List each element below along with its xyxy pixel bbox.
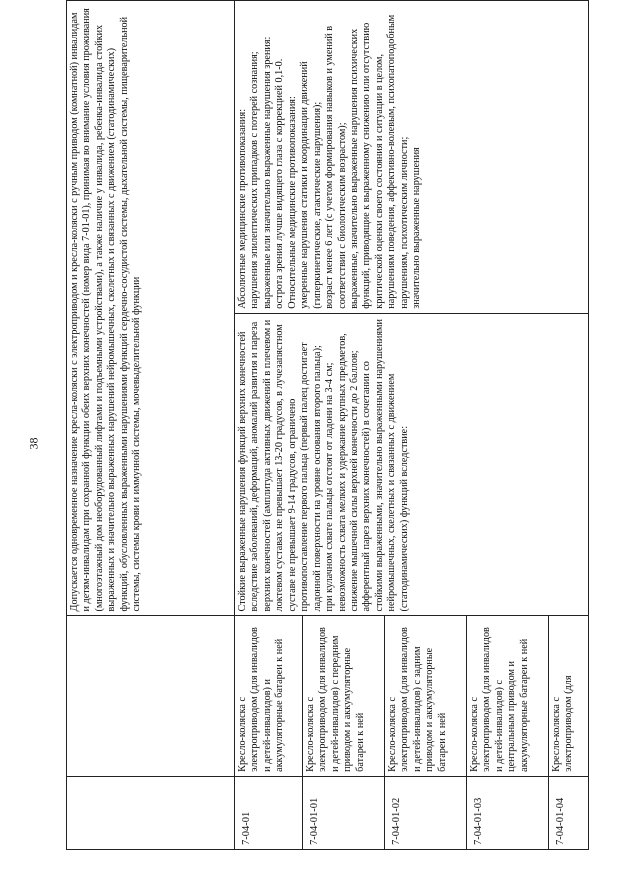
indications-cell [235, 313, 589, 616]
empty-cell [67, 776, 235, 849]
indication-text: при кулачном схвате пальцы отстоят от ладони на 3-4 см; [324, 362, 336, 612]
contraindication-text: выраженные или значительно выраженные нарушения зрения: [261, 36, 273, 309]
item-code: 7-04-01-03 [467, 776, 549, 849]
regulation-table [66, 0, 589, 850]
item-name: Кресло-коляска с электроприводом (для инвалидов и детей-инвалидов) и аккумуляторные батареи к ней [235, 616, 303, 776]
item-code: 7-04-01-04 [549, 776, 589, 849]
item-name: Кресло-коляска с электроприводом (для инвалидов и детей-инвалидов) с задним приводом и аккумуляторные батареи к ней [385, 616, 467, 776]
contraindications-cell [235, 1, 589, 314]
document-page [66, 0, 640, 893]
item-code: 7-04-01-01 [303, 776, 385, 849]
page-number: 38 [26, 437, 41, 450]
table-row [67, 1, 235, 850]
contraindication-text: умеренные нарушения статики и координации движений (гиперкинетические, атактические нарушения); [299, 61, 323, 309]
contraindication-text: острота зрения лучше видящего глаза с коррекцией 0,1-0. [274, 58, 286, 309]
indication-text: снижение мышечной силы верхней конечности до 2 баллов; [348, 350, 360, 612]
rotated-table-container [66, 0, 640, 850]
indication-text: невозможность схвата мелких и удержание крупных предметов, [336, 333, 348, 612]
contraindication-text: Относительные медицинские противопоказания: [286, 96, 298, 309]
indication-text: афферентный парез верхних конечностей) в сочетании со стойкими выраженными, значительно выраженными нарушениями нейромышечных, скелетных и связанных с движением (статодинамических) функций вследствие: [361, 319, 410, 612]
contraindication-text: значительно выраженные нарушения [411, 147, 423, 309]
empty-cell [67, 616, 235, 776]
contraindication-text: возраст менее 6 лет (с учетом формирования навыков и умений в соответствии с биологическим возрастом); [324, 25, 348, 309]
item-name: Кресло-коляска с электроприводом (для [549, 616, 589, 776]
table-row [235, 1, 303, 850]
contraindication-text: Абсолютные медицинские противопоказания: [237, 108, 248, 309]
contraindication-text: нарушения эпилептических припадков с потерей сознания; [249, 51, 261, 309]
item-code: 7-04-01-02 [385, 776, 467, 849]
header-note-cell: Допускается одновременное назначение кресла-коляски с электроприводом и кресла-коляски с ручным приводом (комнатной) инвалидам и детям-инвалидам при сохранной функции обеих верхних конечностей (номер вида 7-01-01), принимая во внимание условия проживания (многоэтажный дом необорудованный лифтами и подъемными устройствами), а также наличие у инвалида, ребенка-инвалида стойких выраженных и значительно выраженных нарушений нейромышечных, скелетных и связанных с движением (статодинамических) функций, обусловленных выраженными нарушениями функций сердечно-сосудистой системы, дыхательной системы, пищеварительной системы, системы крови и иммунной системы, мочевыделительной функции [67, 1, 235, 616]
item-name: Кресло-коляска с электроприводом (для инвалидов и детей-инвалидов) с центральным приводом и аккумуляторные батареи к ней [467, 616, 549, 776]
item-code: 7-04-01 [235, 776, 303, 849]
contraindication-text: выраженные, значительно выраженные нарушения психических функций, приводящие к выраженному снижению или отсутствию критической оценки своего состояния и ситуации в целом, нарушениям поведения, аффективно-волевым, психопатоподобным нарушениям, психотическим личности; [348, 14, 410, 309]
item-name: Кресло-коляска с электроприводом (для инвалидов и детей-инвалидов) с передним приводом и аккумуляторные батареи к ней [303, 616, 385, 776]
indication-text: Стойкие выраженные нарушения функций верхних конечностей вследствие заболеваний, деформаций, аномалий развития и пареза верхних конечностей (амплитуда активных движений в плечевом и локтевом суставах не превышает 13-20 градусов, в лучезапястном суставе не превышает 9-14 градусов, ограничено противопоставление первого пальца (первый палец достигает ладонной поверхности на уровне основания второго пальца); [237, 319, 323, 612]
